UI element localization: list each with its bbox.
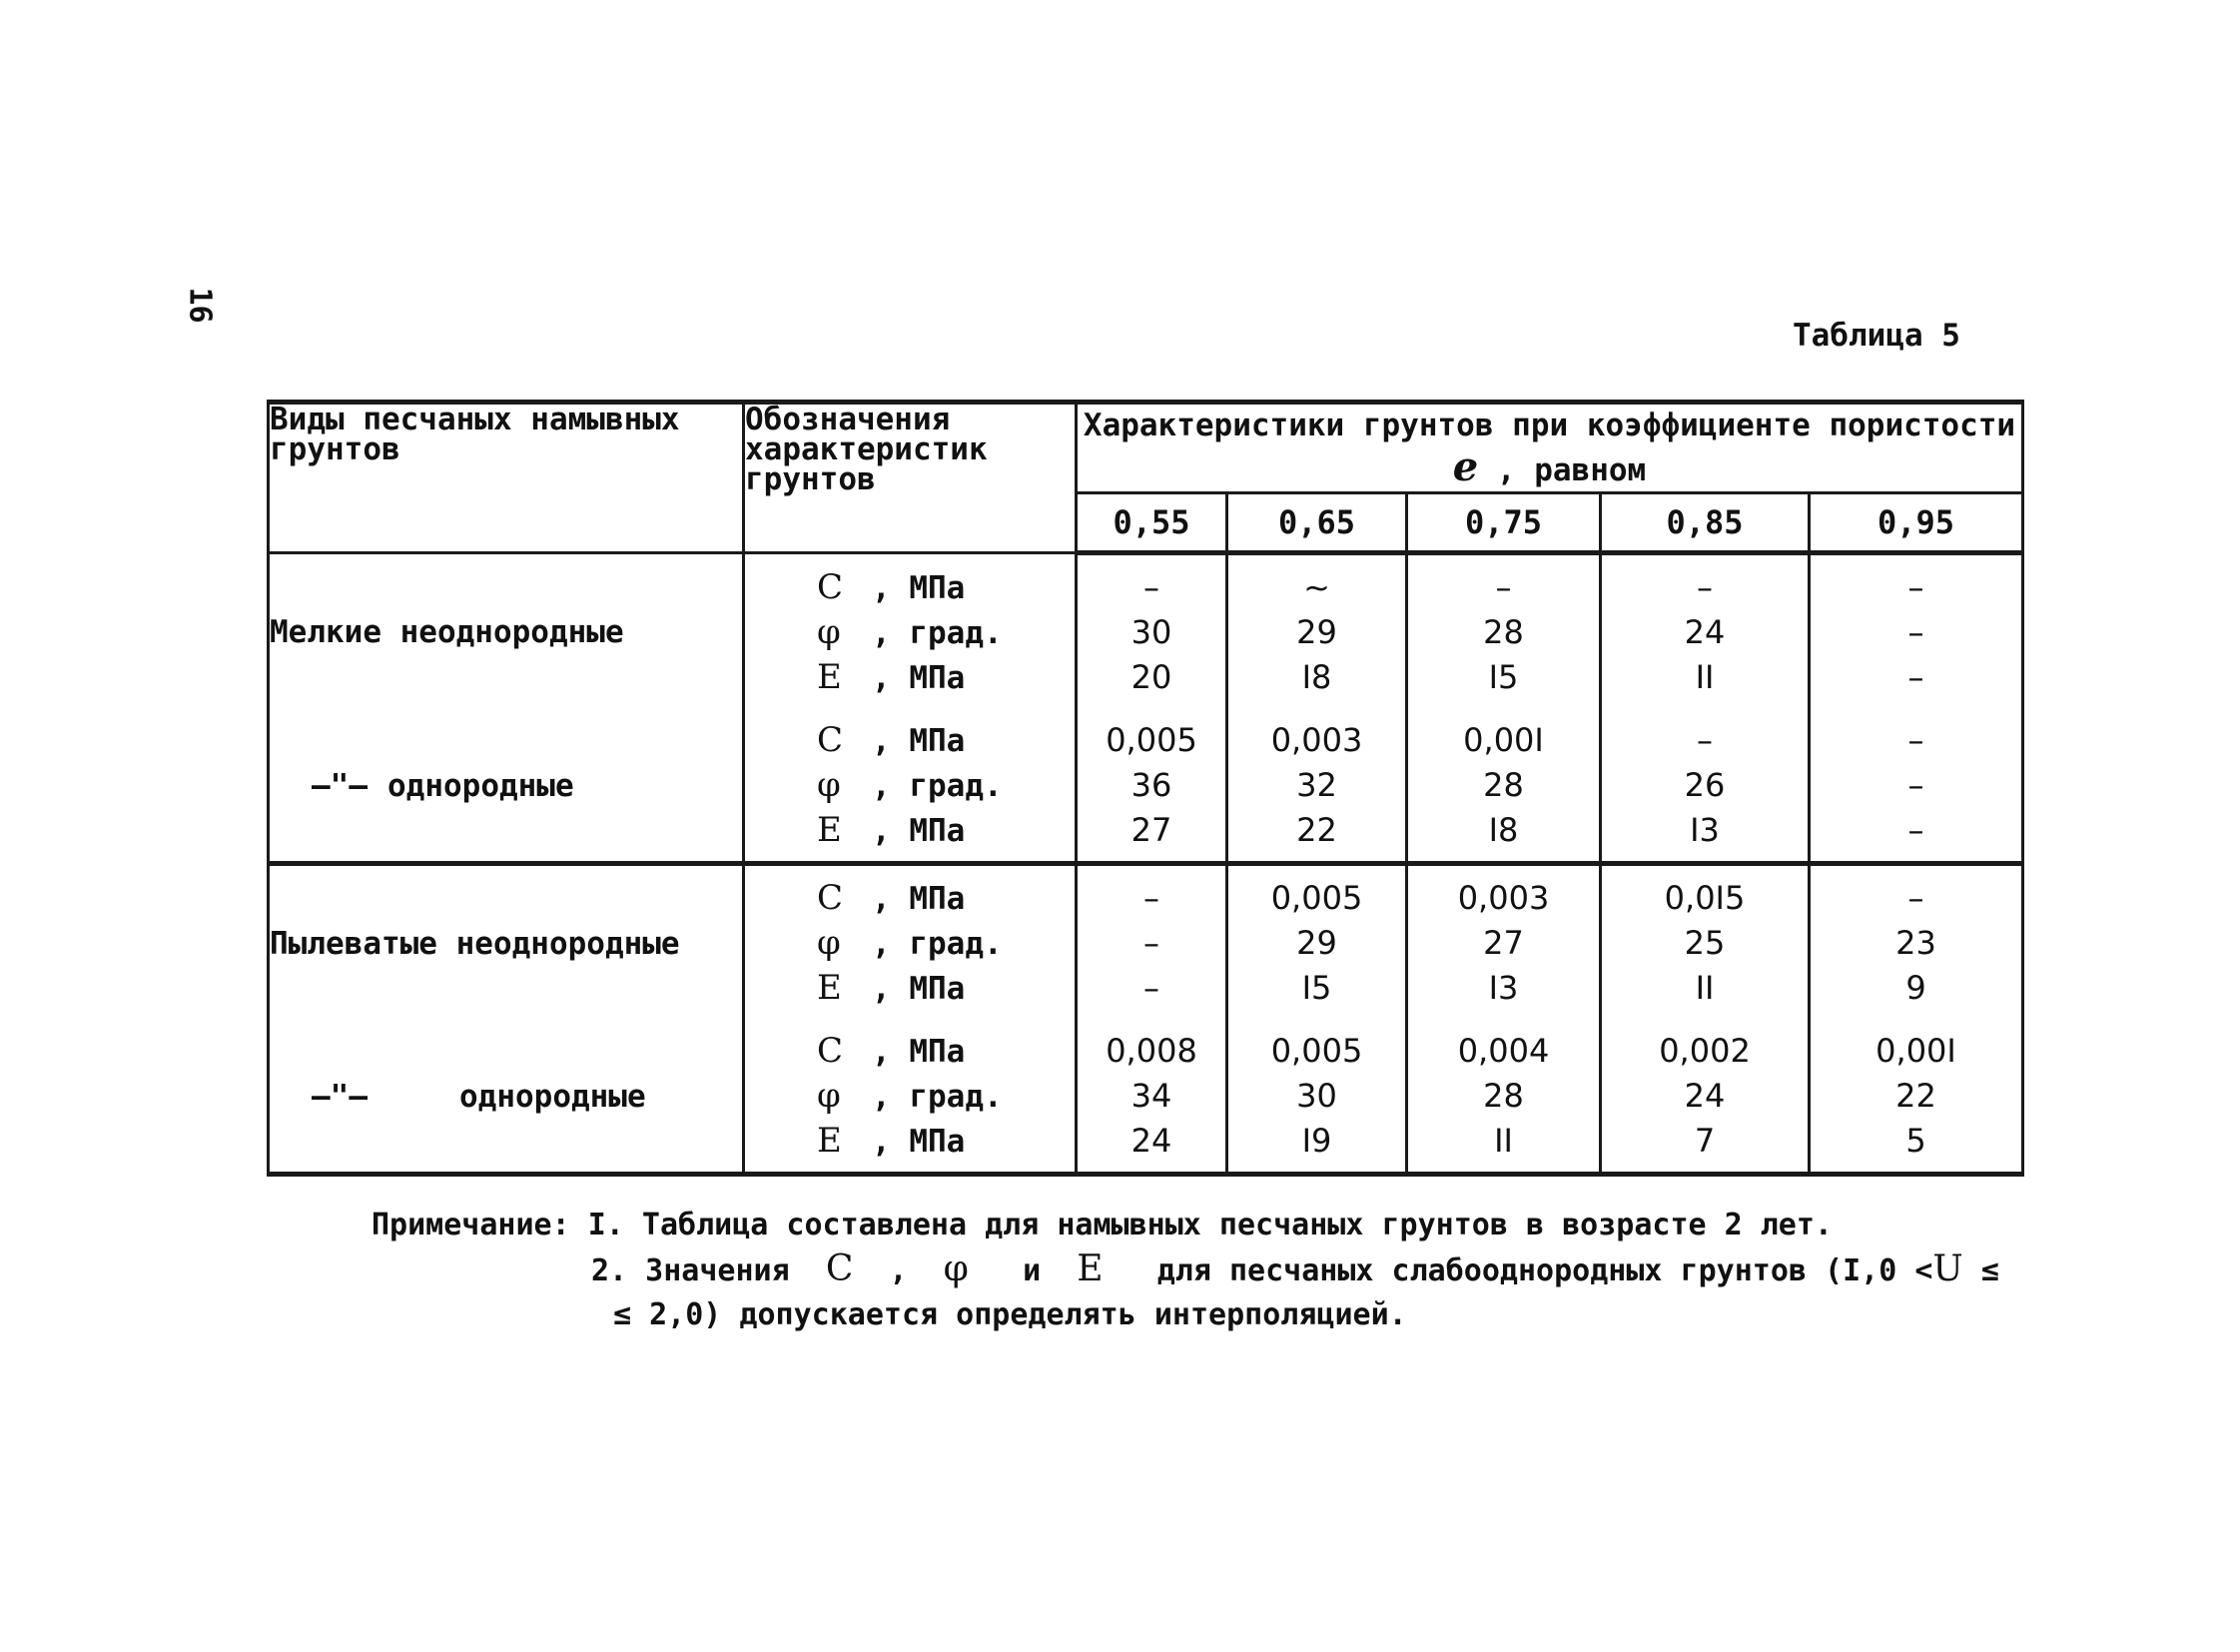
value: –	[1907, 613, 1924, 651]
header-designations: Обозначения характеристик грунтов	[744, 403, 1077, 553]
value: 28	[1483, 766, 1524, 804]
symbol-c: C	[817, 878, 844, 918]
value: 9	[1905, 969, 1926, 1007]
unit-label: , град.	[872, 768, 1003, 804]
note-symbol-e: E	[1077, 1248, 1104, 1289]
table-row	[269, 708, 2023, 864]
note-le-sign: ≤	[1980, 1253, 1999, 1288]
soil-characteristics-table	[267, 400, 2024, 1177]
value: –	[1143, 568, 1159, 606]
value: II	[1695, 969, 1715, 1007]
value: 28	[1483, 613, 1524, 651]
value: –	[1143, 924, 1159, 962]
header-porosity-symbol: e	[1452, 443, 1479, 490]
value: –	[1907, 879, 1924, 917]
note-item-2-prefix: 2. Значения	[591, 1253, 790, 1288]
value: –	[1697, 721, 1713, 759]
symbol-phi: φ	[817, 1076, 841, 1116]
value: 20	[1130, 658, 1172, 696]
value-cell	[1077, 553, 1227, 709]
table-row	[269, 864, 2023, 1020]
header-porosity-span	[1077, 403, 2023, 493]
value-cell	[1077, 1019, 1227, 1175]
value-cell	[1227, 553, 1407, 709]
value: –	[1907, 766, 1924, 804]
value-cell	[1601, 1019, 1810, 1175]
soil-type-label: однородные	[387, 767, 574, 804]
header-e-value: 0,75	[1407, 493, 1601, 553]
header-e-value: 0,85	[1601, 493, 1810, 553]
value: 0,00I	[1875, 1032, 1956, 1070]
value-cell	[1407, 1019, 1601, 1175]
value: 0,005	[1106, 721, 1197, 759]
designation-cell	[744, 864, 1077, 1020]
soil-type-cell	[269, 1019, 744, 1175]
value-cell	[1407, 553, 1601, 709]
value: 29	[1296, 613, 1337, 651]
value: –	[1143, 969, 1159, 1007]
value: 0,004	[1457, 1032, 1550, 1070]
ditto-mark: –"–	[312, 1078, 368, 1115]
value: I3	[1690, 811, 1720, 849]
value: I8	[1301, 658, 1332, 696]
value: –	[1907, 568, 1924, 606]
soil-type-cell	[269, 708, 744, 864]
value: 30	[1130, 613, 1172, 651]
value: 32	[1296, 766, 1337, 804]
value-cell	[1810, 708, 2023, 864]
header-porosity-suffix: , равном	[1496, 452, 1647, 488]
value-cell	[1227, 1019, 1407, 1175]
value: 0,00I	[1463, 721, 1544, 759]
value-cell	[1407, 708, 1601, 864]
value: –	[1495, 568, 1512, 606]
value: 0,005	[1270, 1032, 1363, 1070]
value: 0,003	[1270, 721, 1363, 759]
soil-type-cell	[269, 864, 744, 1020]
header-row	[269, 403, 2023, 493]
value: 23	[1895, 924, 1936, 962]
note-line-2	[372, 1247, 1999, 1293]
value: –	[1907, 658, 1924, 696]
value-cell	[1077, 708, 1227, 864]
note-symbol-u: U	[1932, 1248, 1963, 1289]
table-row	[269, 1019, 2023, 1175]
value: –	[1907, 721, 1924, 759]
value-cell	[1601, 708, 1810, 864]
note-and: и	[1023, 1253, 1042, 1288]
header-e-value: 0,65	[1227, 493, 1407, 553]
unit-label: , МПа	[872, 569, 966, 606]
table-note	[372, 1204, 1999, 1337]
value: ~	[1303, 568, 1330, 606]
value-cell	[1227, 708, 1407, 864]
value: I5	[1488, 658, 1519, 696]
value: 5	[1905, 1122, 1926, 1160]
symbol-e: E	[817, 810, 842, 850]
soil-type-label: однородные	[459, 1078, 646, 1115]
unit-label: , МПа	[872, 659, 966, 696]
value-cell	[1810, 553, 2023, 709]
value: –	[1697, 568, 1713, 606]
unit-label: , МПа	[872, 1034, 966, 1070]
note-item-1: I. Таблица составлена для намывных песчаных грунтов в возрасте 2 лет.	[587, 1208, 1833, 1242]
value: 24	[1130, 1122, 1172, 1160]
symbol-c: C	[817, 566, 844, 607]
unit-label: , град.	[872, 1079, 1003, 1115]
symbol-e: E	[817, 968, 842, 1008]
value: 27	[1483, 924, 1524, 962]
value-cell	[1407, 864, 1601, 1020]
unit-label: , МПа	[872, 723, 966, 759]
value: –	[1907, 811, 1924, 849]
symbol-c: C	[817, 1031, 844, 1071]
unit-label: , МПа	[872, 881, 966, 917]
symbol-c: C	[817, 720, 844, 760]
symbol-e: E	[817, 656, 842, 697]
unit-label: , град.	[872, 926, 1003, 962]
value: 0,002	[1659, 1032, 1751, 1070]
header-e-value: 0,95	[1810, 493, 2023, 553]
page-number: 16	[182, 287, 218, 324]
value-cell	[1810, 864, 2023, 1020]
value: 0,005	[1270, 879, 1363, 917]
value: 25	[1684, 924, 1726, 962]
header-soil-type: Виды песчаных намывных грунтов	[269, 403, 744, 553]
value: I9	[1301, 1122, 1332, 1160]
note-item-2-continuation: ≤ 2,0) допускается определять интерполяцией.	[613, 1297, 1407, 1332]
value: 36	[1130, 766, 1172, 804]
soil-type-label: Мелкие неоднородные	[270, 614, 624, 650]
note-line-3	[372, 1293, 1999, 1337]
header-e-value: 0,55	[1077, 493, 1227, 553]
value: 28	[1483, 1077, 1524, 1115]
unit-label: , МПа	[872, 813, 966, 849]
value: I8	[1488, 811, 1519, 849]
unit-label: , МПа	[872, 1124, 966, 1160]
value-cell	[1810, 1019, 2023, 1175]
value: I5	[1301, 969, 1332, 1007]
designation-cell	[744, 1019, 1077, 1175]
symbol-phi: φ	[817, 611, 841, 652]
value: 30	[1296, 1077, 1337, 1115]
symbol-phi: φ	[817, 923, 841, 963]
value: –	[1143, 879, 1159, 917]
value: 26	[1684, 766, 1726, 804]
header-porosity-prefix: Характеристики грунтов при коэффициенте пористости	[1083, 408, 2016, 443]
value-cell	[1601, 864, 1810, 1020]
value: II	[1695, 658, 1715, 696]
value: 22	[1895, 1077, 1936, 1115]
unit-label: , град.	[872, 614, 1003, 651]
value: 22	[1296, 811, 1337, 849]
soil-type-label: Пылеватые неоднородные	[270, 925, 680, 962]
value: I3	[1488, 969, 1519, 1007]
value-cell	[1601, 553, 1810, 709]
note-symbol-phi: φ	[943, 1248, 969, 1289]
value-cell	[1227, 864, 1407, 1020]
note-comma: ,	[889, 1253, 908, 1288]
value: 24	[1684, 613, 1726, 651]
value: 0,003	[1457, 879, 1550, 917]
value: 34	[1130, 1077, 1172, 1115]
note-line-1	[372, 1204, 1999, 1247]
table-caption: Таблица 5	[1793, 318, 1960, 354]
value: 24	[1684, 1077, 1726, 1115]
value: II	[1494, 1122, 1513, 1160]
note-label: Примечание:	[372, 1208, 570, 1242]
note-item-2-mid: для песчаных слабооднородных грунтов (I,0 <	[1156, 1253, 1933, 1288]
value: 7	[1694, 1122, 1716, 1160]
value: 0,008	[1106, 1032, 1197, 1070]
ditto-mark: –"–	[312, 767, 368, 804]
soil-type-cell	[269, 553, 744, 709]
table-row	[269, 553, 2023, 709]
unit-label: , МПа	[872, 971, 966, 1007]
value: 0,0I5	[1664, 879, 1746, 917]
value-cell	[1077, 864, 1227, 1020]
value: 27	[1130, 811, 1172, 849]
symbol-phi: φ	[817, 765, 841, 805]
designation-cell	[744, 708, 1077, 864]
note-symbol-c: C	[825, 1248, 854, 1289]
symbol-e: E	[817, 1121, 842, 1161]
designation-cell	[744, 553, 1077, 709]
value: 29	[1296, 924, 1337, 962]
